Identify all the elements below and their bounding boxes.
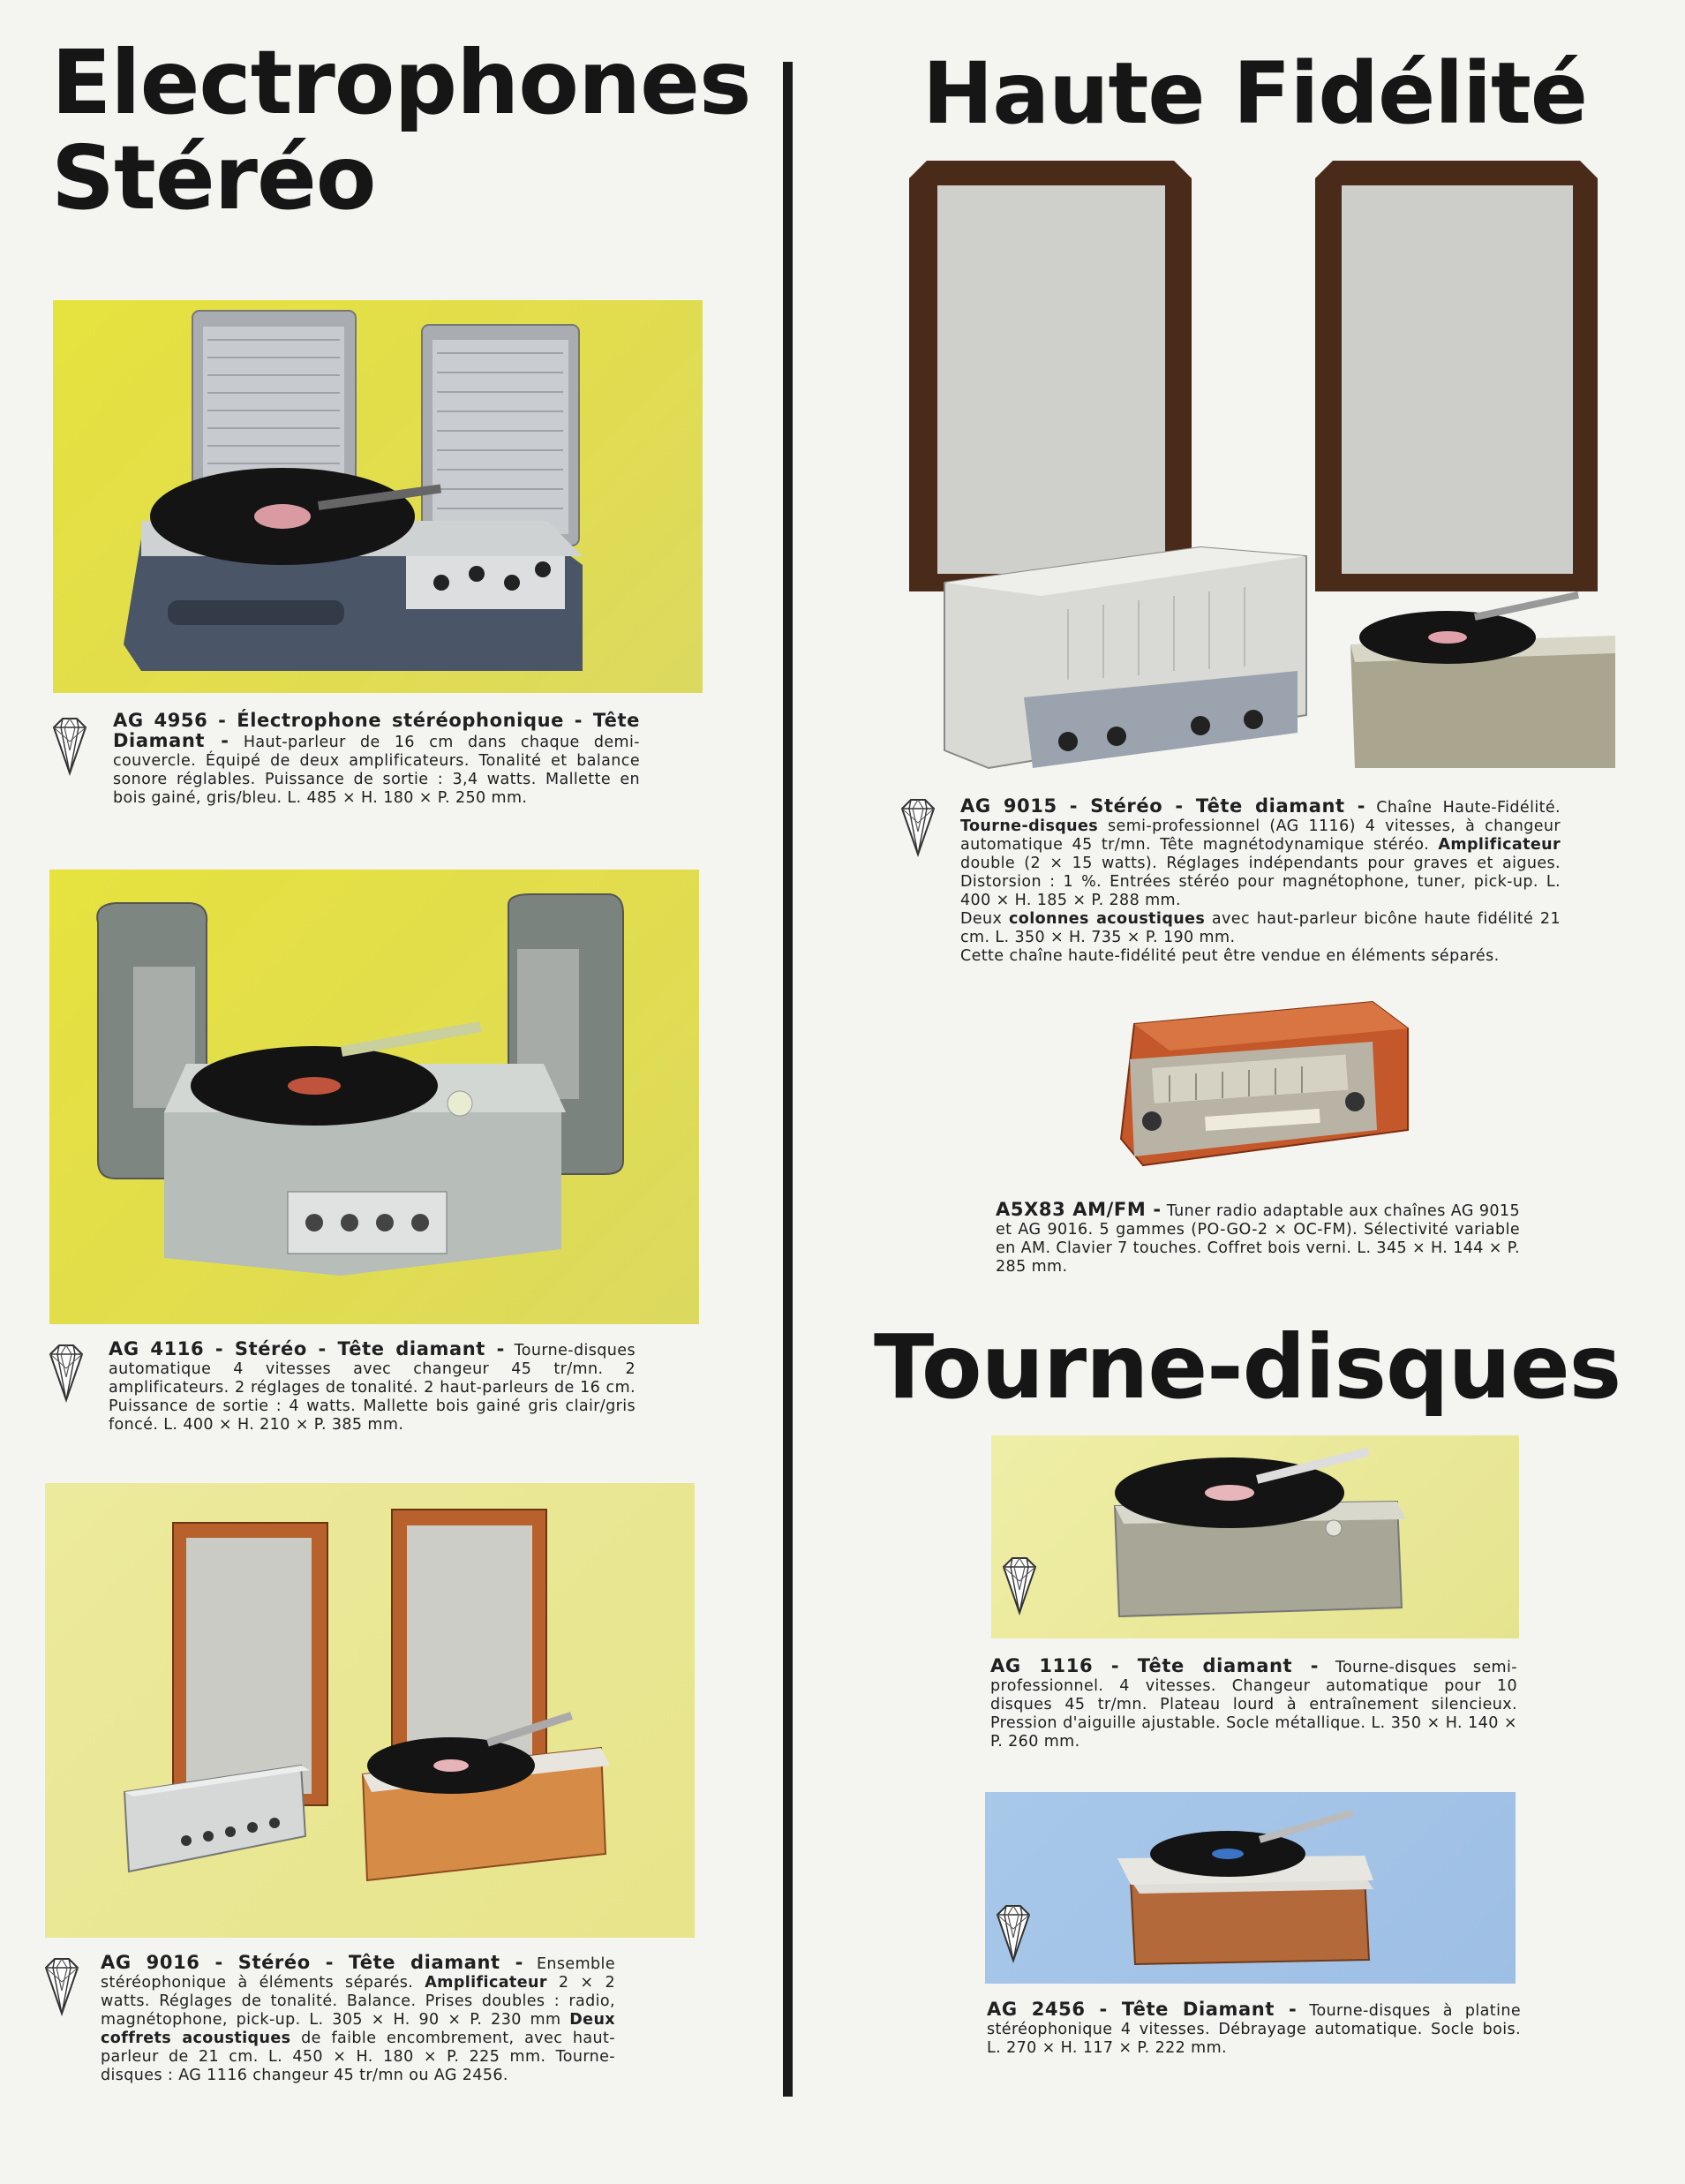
turntable-illustration [991,1435,1519,1638]
product-text: Cette chaîne haute-fidélité peut être vendue en éléments séparés. [960,947,1500,965]
diamond-icon [50,715,89,779]
product-text: 2 × 2 watts. Réglages de tonalité. Balance. Prises doubles : radio, magnétophone, pick-up. L. 305 × H. 90 × P. 230 mm [101,1974,615,2029]
left-title-line1: Electrophones [51,31,751,134]
product-model: AG 1116 - Tête diamant - [990,1655,1320,1676]
electrophone-illustration [53,300,703,693]
product-text-bold: Amplificateur [1438,836,1561,854]
product-photo-ag9016 [45,1483,695,1938]
left-title-line2: Stéréo [51,126,376,230]
product-photo-ag9015 [909,150,1615,790]
right-title: Haute Fidélité [922,44,1588,143]
product-model: A5X83 AM/FM - [996,1199,1162,1220]
diamond-icon [994,1902,1033,1966]
product-desc-ag9015 [960,797,1561,966]
product-text: Tourne-disques à platine stéréophonique 4 vitesses. Débrayage automatique. Socle bois. [987,2002,1521,2038]
hifi-chain-illustration [909,150,1615,790]
product-text: Haut-parleur de 16 cm dans chaque demi-couvercle. Équipé de deux amplificateurs. Tonalité et balance sonore réglables. Puissance de sortie : 3,4 watts. Mallette en bois gainé, gris/bleu. [113,734,640,807]
product-model: AG 9016 - Stéréo - Tête diamant - [101,1952,523,1973]
product-text-bold: Amplificateur [425,1974,547,1992]
product-dims: L. 270 × H. 117 × P. 222 mm. [987,2039,1228,2057]
product-desc-ag2456 [987,2000,1521,2058]
product-photo-ag4956 [53,300,703,693]
product-photo-ag4116 [49,870,699,1324]
product-desc-ag9016 [101,1954,615,2085]
product-text: Tourne-disques automatique 4 vitesses avec changeur 45 tr/mn. 2 amplificateurs. 2 réglages de tonalité. 2 haut-parleurs de 16 cm. Puissance de sortie : 4 watts. Mallette bois gainé gris clair/gris foncé. [109,1342,636,1434]
product-model: AG 4956 - Électrophone stéréophonique - Tête Diamant - [113,710,640,751]
stereo-set-illustration [45,1483,695,1938]
product-dims: L. 345 × H. 144 × P. 285 mm. [996,1239,1520,1276]
product-text-bold: Deux coffrets acoustiques [101,2011,615,2047]
product-dims: L. 400 × H. 210 × P. 385 mm. [163,1416,404,1434]
product-text: Ensemble stéréophonique à éléments séparés. [101,1955,615,1992]
electrophone-illustration [49,870,699,1324]
product-text-bold: colonnes acoustiques [1009,910,1206,928]
product-dims: L. 485 × H. 180 × P. 250 mm. [287,789,528,807]
product-photo-ag1116 [991,1435,1519,1638]
diamond-icon [47,1342,86,1405]
product-text: semi-professionnel (AG 1116) 4 vitesses, à changeur automatique 45 tr/mn. Tête magnétodynamique stéréo. [960,817,1561,854]
product-text: avec haut-parleur bicône haute fidélité 21 cm. L. 350 × H. 735 × P. 190 mm. [960,910,1561,946]
product-text: Deux [960,910,1003,928]
product-photo-a5x83 [1117,998,1417,1183]
product-desc-ag4116 [109,1340,636,1435]
product-text: double (2 × 15 watts). Réglages indépendants pour graves et aigues. Distorsion : 1 %. Entrées stéréo pour magnétophone, tuner, pick-up. L. 400 × H. 185 × P. 288 mm. [960,855,1561,909]
product-text: de faible encombrement, avec haut-parleur de 21 cm. L. 450 × H. 180 × P. 225 mm. Tourne-disques : AG 1116 changeur 45 tr/mn ou AG 2456. [101,2030,615,2084]
product-model: AG 4116 - Stéréo - Tête diamant - [109,1338,505,1359]
product-model: AG 9015 - Stéréo - Tête diamant - [960,795,1366,817]
diamond-icon [899,796,937,860]
diamond-icon [1000,1555,1039,1618]
diamond-icon [42,1955,81,2019]
product-text: Tuner radio adaptable aux chaînes AG 9015 et AG 9016. 5 gammes (PO-GO-2 × OC-FM). Sélectivité variable en AM. Clavier 7 touches. Coffret bois verni. [996,1202,1520,1257]
turntable-illustration [985,1792,1516,1984]
turntables-title: Tourne-disques [874,1315,1621,1419]
tuner-illustration [1117,998,1417,1183]
product-text-bold: Tourne-disques [960,817,1099,835]
product-desc-a5x83 [996,1201,1520,1277]
product-text: Tourne-disques semi-professionnel. 4 vitesses. Changeur automatique pour 10 disques 45 tr/mn. Plateau lourd à entraînement silencieux. Pression d'aiguille ajustable. Socle métallique. [990,1659,1517,1732]
product-model: AG 2456 - Tête Diamant - [987,1999,1298,2020]
product-desc-ag4956 [113,712,640,808]
product-text: Chaîne Haute-Fidélité. [1376,799,1561,817]
product-photo-ag2456 [985,1792,1516,1984]
product-desc-ag1116 [990,1657,1517,1751]
column-divider [783,62,793,2097]
product-dims: L. 350 × H. 140 × P. 260 mm. [990,1714,1517,1751]
